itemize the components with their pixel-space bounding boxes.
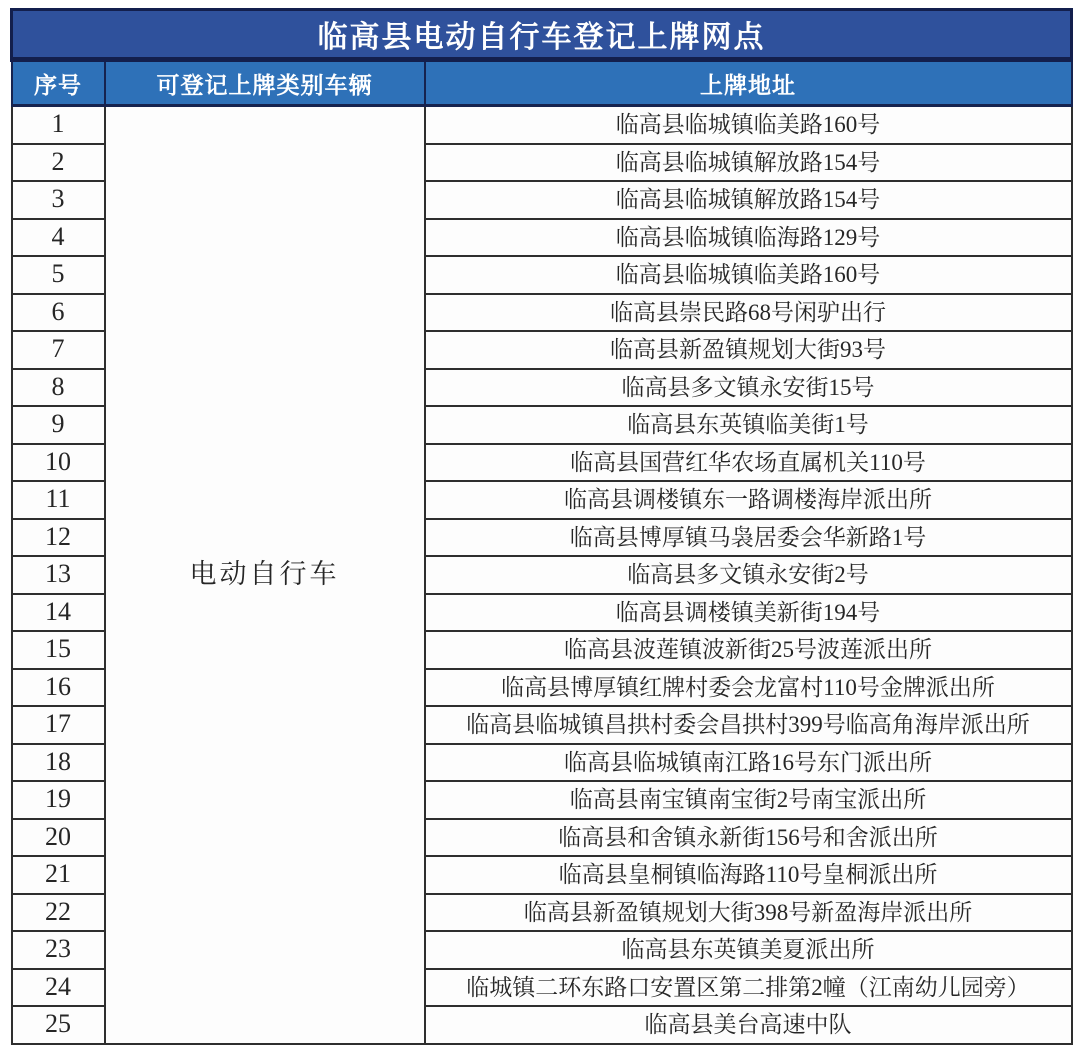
column-header-serial: 序号 [12, 60, 105, 106]
row-address: 临高县临城镇解放路154号 [425, 144, 1072, 182]
row-serial-number: 18 [12, 744, 105, 782]
row-address: 临城镇二环东路口安置区第二排第2幢（江南幼儿园旁） [425, 969, 1072, 1007]
row-address: 临高县和舍镇永新街156号和舍派出所 [425, 819, 1072, 857]
row-address: 临高县皇桐镇临海路110号皇桐派出所 [425, 856, 1072, 894]
row-address: 临高县美台高速中队 [425, 1006, 1072, 1044]
row-serial-number: 20 [12, 819, 105, 857]
row-serial-number: 13 [12, 556, 105, 594]
row-address: 临高县博厚镇马袅居委会华新路1号 [425, 519, 1072, 557]
row-serial-number: 19 [12, 781, 105, 819]
row-address: 临高县波莲镇波新街25号波莲派出所 [425, 631, 1072, 669]
row-address: 临高县调楼镇美新街194号 [425, 594, 1072, 632]
registration-table [10, 8, 1073, 1045]
table-header-row [12, 60, 1072, 106]
row-serial-number: 16 [12, 669, 105, 707]
table-title: 临高县电动自行车登记上牌网点 [12, 10, 1072, 60]
row-address: 临高县博厚镇红牌村委会龙富村110号金牌派出所 [425, 669, 1072, 707]
row-serial-number: 7 [12, 331, 105, 369]
row-address: 临高县南宝镇南宝街2号南宝派出所 [425, 781, 1072, 819]
row-serial-number: 17 [12, 706, 105, 744]
row-address: 临高县临城镇昌拱村委会昌拱村399号临高角海岸派出所 [425, 706, 1072, 744]
table-body [12, 106, 1072, 1044]
row-serial-number: 8 [12, 369, 105, 407]
row-serial-number: 1 [12, 106, 105, 144]
row-serial-number: 11 [12, 481, 105, 519]
row-address: 临高县新盈镇规划大街398号新盈海岸派出所 [425, 894, 1072, 932]
row-serial-number: 12 [12, 519, 105, 557]
row-serial-number: 21 [12, 856, 105, 894]
row-serial-number: 25 [12, 1006, 105, 1044]
table-title-row [12, 10, 1072, 60]
row-serial-number: 5 [12, 256, 105, 294]
row-serial-number: 2 [12, 144, 105, 182]
row-serial-number: 22 [12, 894, 105, 932]
row-address: 临高县多文镇永安街15号 [425, 369, 1072, 407]
row-address: 临高县临城镇解放路154号 [425, 181, 1072, 219]
row-serial-number: 24 [12, 969, 105, 1007]
row-address: 临高县崇民路68号闲驴出行 [425, 294, 1072, 332]
row-address: 临高县临城镇临美路160号 [425, 256, 1072, 294]
row-serial-number: 9 [12, 406, 105, 444]
column-header-address: 上牌地址 [425, 60, 1072, 106]
row-address: 临高县临城镇南江路16号东门派出所 [425, 744, 1072, 782]
row-serial-number: 3 [12, 181, 105, 219]
row-address: 临高县临城镇临美路160号 [425, 106, 1072, 144]
row-address: 临高县东英镇临美街1号 [425, 406, 1072, 444]
row-address: 临高县东英镇美夏派出所 [425, 931, 1072, 969]
merged-category-cell: 电动自行车 [105, 106, 425, 1044]
row-address: 临高县临城镇临海路129号 [425, 219, 1072, 257]
row-serial-number: 6 [12, 294, 105, 332]
row-address: 临高县新盈镇规划大街93号 [425, 331, 1072, 369]
row-serial-number: 4 [12, 219, 105, 257]
row-address: 临高县国营红华农场直属机关110号 [425, 444, 1072, 482]
column-header-category: 可登记上牌类别车辆 [105, 60, 425, 106]
row-serial-number: 23 [12, 931, 105, 969]
row-address: 临高县调楼镇东一路调楼海岸派出所 [425, 481, 1072, 519]
row-address: 临高县多文镇永安街2号 [425, 556, 1072, 594]
table-row [12, 106, 1072, 144]
row-serial-number: 14 [12, 594, 105, 632]
row-serial-number: 10 [12, 444, 105, 482]
row-serial-number: 15 [12, 631, 105, 669]
